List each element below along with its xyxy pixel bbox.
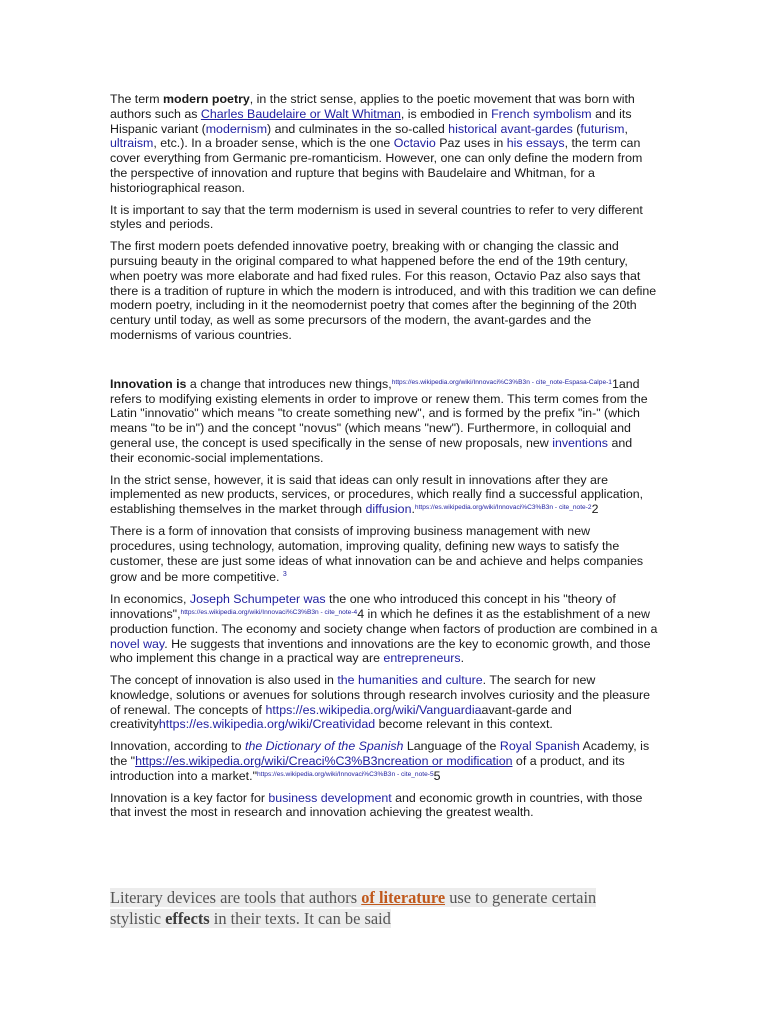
text: in their texts. It can be said xyxy=(209,909,391,928)
link-royal-spanish[interactable]: Royal Spanish xyxy=(499,739,580,754)
link-vanguardia-url[interactable]: https://es.wikipedia.org/wiki/Vanguardia xyxy=(265,702,482,717)
link-modernism[interactable]: modernism xyxy=(205,121,268,136)
paragraph-innovation-definition xyxy=(110,377,658,466)
link-entrepreneurs[interactable]: entrepreneurs xyxy=(383,651,461,666)
paragraph-modern-poetry xyxy=(110,92,658,196)
link-inventions[interactable]: inventions xyxy=(552,435,608,450)
text: a change that introduces new things, xyxy=(186,376,392,391)
citation-number-2: 2 xyxy=(591,502,599,517)
text: ( xyxy=(572,121,581,136)
text: Literary devices are tools that authors xyxy=(110,888,362,907)
text: Innovation is a key factor for xyxy=(110,790,269,805)
text: Innovation, according to xyxy=(110,739,246,754)
citation-number-5: 5 xyxy=(433,768,441,783)
paragraph-modernism-note: It is important to say that the term modernism is used in several countries to refer to very different styles and periods. xyxy=(110,202,643,232)
citation-link-3[interactable]: 3 xyxy=(282,571,287,579)
text: and economic growth in countries, with those that invest the most in research and innovation achieving the greatest wealth. xyxy=(110,790,643,820)
link-octavio[interactable]: Octavio xyxy=(393,136,436,151)
citation-link-4[interactable]: https://es.wikipedia.org/wiki/Innovaci%C3%B3n - cite_note-4 xyxy=(180,608,358,616)
link-dictionary-of-the-spanish[interactable]: the Dictionary of the Spanish xyxy=(245,739,404,754)
link-futurism[interactable]: futurism xyxy=(580,121,625,136)
link-creation-url[interactable]: https://es.wikipedia.org/wiki/Creaci%C3%B3ncreation or modification xyxy=(135,754,513,769)
link-baudelaire-whitman[interactable]: Charles Baudelaire or Walt Whitman xyxy=(200,106,401,121)
text: and its Hispanic variant ( xyxy=(110,106,632,136)
text: The term xyxy=(110,92,164,106)
text: use to generate certain stylistic xyxy=(110,888,597,928)
text: , in the strict sense, applies to the poetic movement that was born with authors such as xyxy=(110,92,635,121)
text: , is embodied in xyxy=(400,106,492,121)
link-of-literature[interactable]: of literature xyxy=(361,888,446,907)
text: Academy, is the " xyxy=(110,739,650,769)
paragraph-humanities xyxy=(110,673,658,732)
text: Paz uses in xyxy=(435,136,507,151)
link-ultraism[interactable]: ultraism xyxy=(110,136,154,151)
term-modern-poetry: modern poetry xyxy=(163,92,250,106)
link-joseph-schumpeter[interactable]: Joseph Schumpeter was xyxy=(189,592,326,607)
text: In the strict sense, however, it is said that ideas can only result in innovations after they are implemented as new products, services, or procedures, which really find a successful application, establishing themselves in the market through xyxy=(110,472,644,517)
text: , xyxy=(624,121,628,136)
text: ) and culminates in the so-called xyxy=(267,121,449,136)
link-humanities-and-culture[interactable]: the humanities and culture xyxy=(337,673,483,688)
paragraph-economics xyxy=(110,592,658,666)
literary-devices-excerpt xyxy=(110,887,650,929)
paragraph-first-modern-poets: The first modern poets defended innovative poetry, breaking with or changing the classic and pursuing beauty in the original compared to what happened before the end of the 19th century, when poetry was more elaborate and had fixed rules. For this reason, Octavio Paz also says that there is a tradition of rupture in which the modern is introduced, and with this tradition we can define modern poetry, including in it the neomodernist poetry that comes after the beginning of the 20th century until today, as well as some precursors of the modern, the avant-gardes and the modernisms of various countries. xyxy=(110,239,657,342)
link-novel-way[interactable]: novel way xyxy=(110,636,165,651)
text: the one who introduced this concept in his "theory of innovations", xyxy=(110,592,616,621)
text: . He suggests that inventions and innovations are the key to economic growth, and those who implement this change in a practical way are xyxy=(110,636,651,666)
text: . xyxy=(411,502,415,517)
term-innovation: Innovation is xyxy=(110,376,187,391)
text: . xyxy=(460,651,465,666)
text: in which he defines it as the establishment of a new production function. The economy and society change when factors of production are combined in a xyxy=(110,606,658,636)
text: and refers to modifying existing elements in order to improve or renew them. This term comes from the Latin "innovatio" which means "to create something new", and is formed by the prefix "in-" (which means "to be in") and the concept "novus" (which means "new"). Furthermore, in colloquial and general use, the concept is used specifically in the sense of new proposals, new xyxy=(110,376,648,450)
citation-link-5[interactable]: https://es.wikipedia.org/wiki/Innovaci%C3%B3n - cite_note-5 xyxy=(256,770,434,778)
document-body xyxy=(110,92,658,827)
text: There is a form of innovation that consists of improving business management with new procedures, using technology, automation, improving quality, defining new ways to satisfy the customer, these are just some ideas of what innovation can be and achieve and helps companies grow and be more competitive. xyxy=(110,523,644,585)
link-french-symbolism[interactable]: French symbolism xyxy=(491,106,592,121)
citation-number-4: 4 xyxy=(357,606,365,621)
link-creatividad-url[interactable]: https://es.wikipedia.org/wiki/Creatividad xyxy=(158,717,376,732)
link-diffusion[interactable]: diffusion xyxy=(365,502,412,517)
text: The concept of innovation is also used in xyxy=(110,673,338,688)
text: In economics, xyxy=(110,592,190,607)
citation-number-1: 1 xyxy=(611,376,619,391)
citation-link-1[interactable]: https://es.wikipedia.org/wiki/Innovaci%C3%B3n - cite_note-Espasa-Calpe-1 xyxy=(391,378,612,386)
text: and their economic-social implementations. xyxy=(110,435,633,465)
link-historical-avant-gardes[interactable]: historical avant-gardes xyxy=(448,121,573,136)
paragraph-strict-sense xyxy=(110,473,658,517)
text: become relevant in this context. xyxy=(375,717,553,732)
text: , the term can cover everything from Germanic pre-romanticism. However, one can only define the modern from the perspective of innovation and rupture that begins with Baudelaire and Whitman, for a historiographical reason. xyxy=(110,136,643,195)
term-effects: effects xyxy=(165,909,210,928)
text: , etc.). In a broader sense, which is the one xyxy=(153,136,394,151)
link-his-essays[interactable]: his essays xyxy=(506,136,565,151)
link-business-development[interactable]: business development xyxy=(268,790,392,805)
text: avant-garde and creativity xyxy=(110,702,572,732)
paragraph-key-factor xyxy=(110,791,658,821)
text: . The search for new knowledge, solutions or avenues for solutions through research involves curiosity and the pleasure of renewal. The concepts of xyxy=(110,673,650,717)
paragraph-business-innovation xyxy=(110,524,658,585)
citation-link-2[interactable]: https://es.wikipedia.org/wiki/Innovaci%C3%B3n - cite_note-2 xyxy=(414,504,592,512)
paragraph-spacer xyxy=(110,350,658,377)
text: Language of the xyxy=(403,739,500,754)
text: of a product, and its introduction into a market." xyxy=(110,754,625,783)
paragraph-dictionary-definition xyxy=(110,739,658,783)
